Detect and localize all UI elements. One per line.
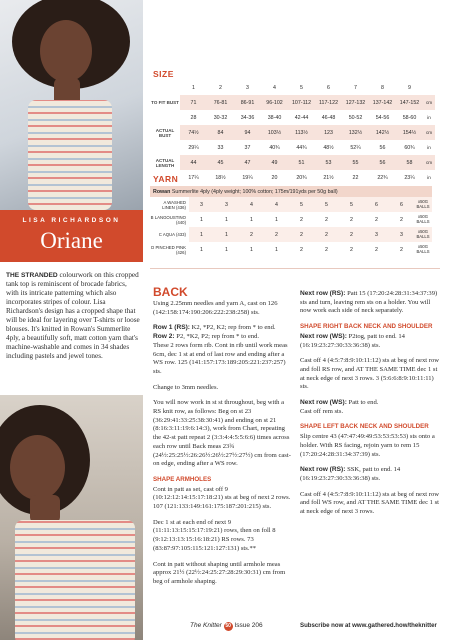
size-cell: 34-36 [240,114,255,121]
needle-change-para: Change to 3mm needles. [153,383,219,391]
yarn-cell: 3 [189,197,214,212]
yarn-row-d [150,242,432,257]
yarn-cell: 1 [250,216,253,223]
row-label: TO FIT BUST [151,100,179,105]
size-cell: 55 [342,155,369,170]
row-label: ACTUAL LENGTH [155,157,175,168]
yarn-unit: x50G BALLS [416,214,430,224]
next-row-text: Patt 15 (17:20:24:28:31:34:37:39) sts and turn, leaving rem sts on a holder. You will now work each side of neck separately. [300,290,438,315]
size-cell: 17¼ [188,174,199,181]
size-col: 7 [354,84,357,91]
yarn-cell: 2 [325,246,328,253]
size-cell: 123 [315,125,342,140]
size-cell: 94 [234,125,261,140]
size-cell: 113½ [288,125,315,140]
size-cell: 47 [234,155,261,170]
yarn-heading: YARN [153,174,179,184]
size-cell: 40¾ [269,144,280,151]
intro-text [6,271,141,361]
yarn-row-a [150,197,432,212]
yarn-cell: 1 [275,246,278,253]
size-cell: 45 [207,155,234,170]
size-cell: 30-32 [213,114,228,121]
size-heading: SIZE [153,69,174,79]
size-cell: 46-48 [321,114,336,121]
intro-body: colourwork on this cropped tank top is reminiscent of brocade fabrics, with its intricate patterning which also incorporates stripes of colour. Lisa Richardson's design has a cropped shape that will be ideal for layering over T-shirts or loose blouses. It's knitted in Rowan's Summerlite 4ply, a beautifully soft, matt cotton yarn that's machine-washable and comes in 34 shades including pastels and jewel tones. [6,271,140,360]
row-label: ACTUAL BUST [155,127,175,138]
size-row-length-cm [150,155,435,170]
size-col: 1 [192,84,195,91]
yarn-label: B LANGOUSTINO (440) [150,214,186,225]
unit-cell: cm [423,125,435,140]
row-1-instruction [153,324,292,333]
yarn-header-row [150,186,432,197]
size-cell: 21½ [323,174,334,181]
neck-split-para [300,290,440,316]
section-divider [150,268,440,269]
size-cell: 38-40 [267,114,282,121]
yarn-cell: 2 [339,227,364,242]
yarn-cell: 2 [239,227,264,242]
size-header-row [150,80,435,95]
size-cell: 54-56 [375,114,390,121]
size-cell: 50-52 [348,114,363,121]
size-cell: 86-91 [234,95,261,110]
size-col: 4 [273,84,276,91]
yarn-cell: 1 [214,227,239,242]
yarn-cell: 1 [250,246,253,253]
right-neck-para-3 [300,399,440,408]
next-row-text: Patt to end. [346,399,379,407]
size-cell: 49 [261,155,288,170]
size-cell: 20¾ [296,174,307,181]
back-heading: BACK [153,285,188,299]
size-col: 9 [408,84,411,91]
size-cell: 19¼ [242,174,253,181]
unit-cell: cm [423,155,435,170]
yarn-label: C AQUA (433) [158,232,186,237]
chart-para: You will now work in st st throughout, beg with a RS knit row, as follows: Beg on st 23 (36:29:41:33:25:38:30:41) and ending on st 21 (8:16:3:11:19:6:14:3), work from Chart, repeating the 42-st patt repeat 2 (3:3:4:4:5:5:6:6) times across each row until Back meas 23¾ (24½:25:25½:26:26½:26½:27½:27½) cm from cast-on edge, ending after a WS row. [153,399,291,468]
yarn-description [150,186,432,197]
yarn-unit: x50G BALLS [414,197,432,212]
yarn-unit: x50G BALLS [414,227,432,242]
size-cell: 60¾ [404,144,415,151]
size-row-bust-in [150,110,435,125]
title-panel [0,210,143,262]
armhole-para-3: Cont in patt without shaping until armhole meas approx 21½ (22½:24:25:27:28:29:30:31) cm from beg of armhole shaping. [153,560,286,585]
yarn-cell: 5 [339,197,364,212]
size-row-actual-bust-cm [150,125,435,140]
yarn-cell: 1 [225,216,228,223]
size-cell: 147-152 [396,95,423,110]
size-cell: 96-102 [261,95,288,110]
size-cell: 137-142 [369,95,396,110]
yarn-cell: 2 [400,216,403,223]
yarn-cell: 1 [189,227,214,242]
next-row-label: Next row (RS): [300,466,346,474]
shape-left-neck-heading: SHAPE LEFT BACK NECK AND SHOULDER [300,423,429,431]
size-cell: 23¼ [404,174,415,181]
size-cell: 56 [369,155,396,170]
unit-cell: cm [423,95,435,110]
row-label [150,140,180,155]
shape-armholes-heading: SHAPE ARMHOLES [153,475,212,483]
size-cell: 52¼ [350,144,361,151]
next-row-text: P2tog, patt to end. 14 (16:19:23:27:30:33:36:38) sts. [300,332,405,349]
unit-cell: in [427,145,431,150]
size-col: 3 [246,84,249,91]
yarn-cell: 3 [389,227,414,242]
shape-right-neck-heading: SHAPE RIGHT BACK NECK AND SHOULDER [300,323,433,331]
size-cell: 48½ [323,144,334,151]
yarn-cell: 2 [350,216,353,223]
size-col: 6 [327,84,330,91]
size-cell: 107-112 [288,95,315,110]
yarn-label: D PINCHED PINK (426) [151,244,186,255]
size-cell: 103½ [261,125,288,140]
size-cell: 33 [217,144,224,151]
next-row-label: Next row (WS): [300,399,347,407]
size-row-length-in [150,170,435,185]
size-cell: 58 [396,155,423,170]
yarn-cell: 2 [300,216,303,223]
yarn-table [150,186,432,257]
size-cell: 28 [190,114,197,121]
size-cell: 127-132 [342,95,369,110]
size-cell: 53 [315,155,342,170]
size-cell: 37 [244,144,251,151]
unit-cell: in [427,115,431,120]
yarn-cell: 5 [289,197,314,212]
yarn-cell: 2 [289,227,314,242]
yarn-cell: 2 [325,216,328,223]
size-cell: 51 [288,155,315,170]
armhole-para-1: Cont in patt as set, cast off 9 (10:12:12:14:15:17:18:21) sts at beg of next 2 rows. 107 (121:133:149:161:175:187:201:215) sts. [153,485,291,511]
size-cell: 18½ [215,174,226,181]
rib-para: These 2 rows form rib. Cont in rib until work meas 6cm, dec 1 st at end of last row and ending after a WS row. 125 (141:157:173:189:205:221:237:257) sts. [153,341,288,375]
page-number: 50 [225,623,231,629]
yarn-brand: Rowan [153,188,171,195]
size-cell: 29¼ [188,144,199,151]
size-cell: 42-44 [294,114,309,121]
yarn-row-b [150,212,432,227]
left-neck-para-3: Cast off 4 (4:5:7:8:9:10:11:12) sts at beg of next row and foll WS row, and AT THE SAME TIME dec 1 st at neck edge of next 3 rows. [300,490,440,516]
unit-cell: in [427,175,431,180]
yarn-unit: x50G BALLS [416,244,430,254]
cast-on-para: Using 2.25mm needles and yarn A, cast on 126 (142:158:174:190:206:222:238:258) sts. [153,300,278,316]
yarn-cell: 4 [239,197,264,212]
size-cell: 117-122 [315,95,342,110]
size-row-bust-cm [150,95,435,110]
size-cell: 58-60 [402,114,417,121]
magazine-title: The Knitter [190,622,222,629]
yarn-spec: Summerlite 4ply (4ply weight; 100% cotton; 175m/191yds per 50g ball) [170,188,338,195]
size-cell: 142½ [369,125,396,140]
model-photo-bottom [0,395,143,640]
right-neck-para-1 [300,333,440,350]
size-table [150,80,435,185]
size-cell: 22¾ [377,174,388,181]
pattern-name: Oriane [40,228,103,253]
size-cell: 71 [180,95,207,110]
size-cell: 74½ [180,125,207,140]
size-cell: 132½ [342,125,369,140]
yarn-cell: 6 [364,197,389,212]
size-cell: 76-81 [207,95,234,110]
row-2-label: Row 2: [153,333,175,341]
armhole-para-2: Dec 1 st at each end of next 9 (11:11:13:15:15:17:19:21) rows, then on foll 8 (9:12:13:13:15:16:18:21) RS rows. 73 (83:87:97:105:115:121:127:131) sts.** [153,518,276,552]
yarn-cell: 2 [400,246,403,253]
yarn-cell: 6 [389,197,414,212]
yarn-cell: 2 [300,246,303,253]
size-cell: 84 [207,125,234,140]
left-neck-para-2 [300,466,440,483]
yarn-cell: 2 [264,227,289,242]
intro-lead: THE STRANDED [6,272,58,279]
row-2-text: P2, *K2, P2; rep from * to end. [174,333,260,341]
size-cell: 154½ [396,125,423,140]
instructions-column-2 [300,290,440,524]
size-col: 8 [381,84,384,91]
row-1-label: Row 1 (RS): [153,324,190,332]
yarn-cell: 1 [200,216,203,223]
designer-name: LISA RICHARDSON [22,217,121,224]
yarn-cell: 2 [375,246,378,253]
size-col: 2 [219,84,222,91]
yarn-cell: 5 [314,197,339,212]
right-neck-para-4: Cast off rem sts. [300,407,344,415]
left-neck-para-1: Slip centre 43 (47:47:49:49:53:53:53:53) sts onto a holder. With RS facing, rejoin yarn to rem 15 (17:20:24:28:31:34:37:39) sts. [300,433,435,458]
yarn-label: A WASHED LINEN (436) [162,199,186,210]
next-row-label: Next row (RS): [300,290,346,297]
footer-subscribe: Subscribe now at www.gathered.how/theknitter [300,622,437,629]
size-cell: 20 [271,174,278,181]
yarn-cell: 2 [375,216,378,223]
yarn-cell: 3 [364,227,389,242]
issue-number: Issue 206 [234,622,263,629]
row-label [150,110,180,125]
right-neck-para-2: Cast off 4 (4:5:7:8:9:10:11:12) sts at beg of next row and foll RS row, and AT THE SAME TIME dec 1 st at neck edge of next 3 rows. 3 (5:6:6:8:9:10:11:11) sts. [300,357,440,391]
size-cell: 56 [379,144,386,151]
size-cell: 44 [180,155,207,170]
size-row-actual-bust-in [150,140,435,155]
yarn-cell: 1 [225,246,228,253]
size-cell: 22 [352,174,359,181]
yarn-cell: 2 [350,246,353,253]
yarn-cell: 2 [314,227,339,242]
footer-issue [190,622,263,631]
yarn-cell: 1 [275,216,278,223]
size-col: 5 [300,84,303,91]
instructions-column-1 [153,300,292,594]
next-row-text: SSK, patt to end. 14 (16:19:23:27:30:33:36:38) sts. [300,466,401,482]
size-cell: 44¾ [296,144,307,151]
row-1-text: K2, *P2, K2; rep from * to end. [190,324,276,332]
yarn-cell: 1 [200,246,203,253]
next-row-label: Next row (WS): [300,332,347,340]
yarn-row-c [150,227,432,242]
yarn-cell: 3 [214,197,239,212]
row-2-instruction [153,333,292,342]
yarn-cell: 4 [264,197,289,212]
model-photo-top [0,0,143,210]
